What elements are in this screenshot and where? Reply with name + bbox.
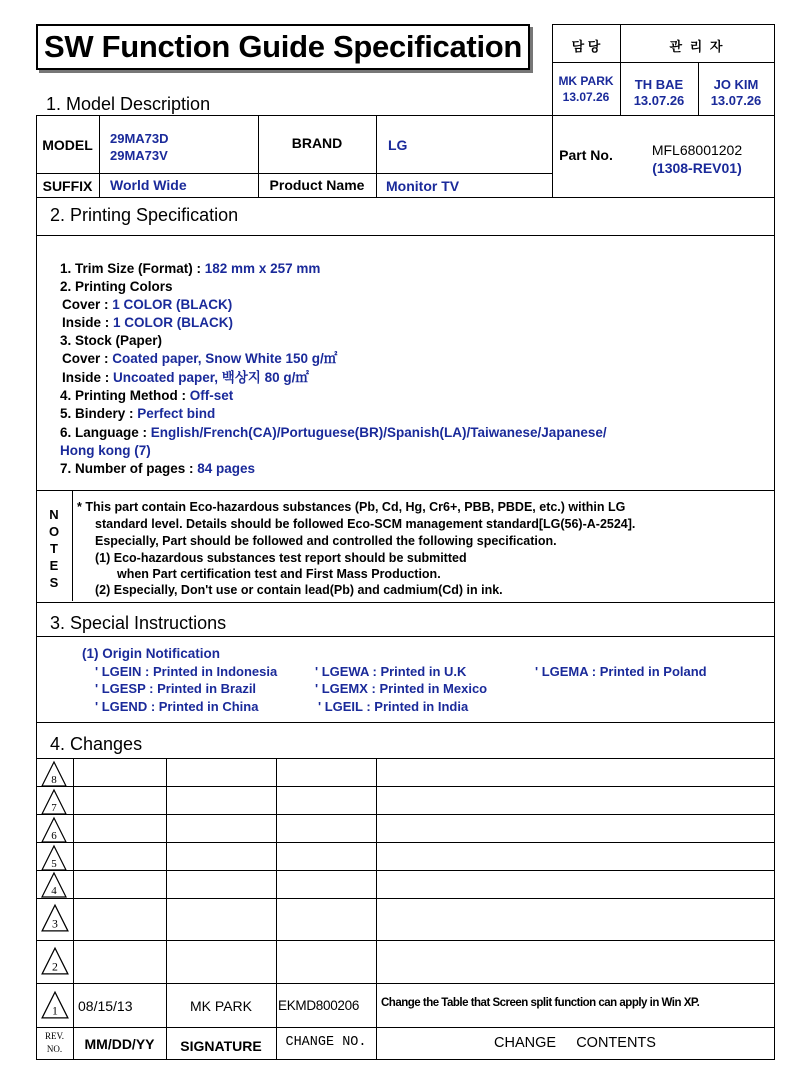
svg-text:3: 3 (52, 917, 58, 931)
note-line: Especially, Part should be followed and controlled the following specification. (95, 534, 557, 548)
spec-label: Cover : (62, 297, 113, 312)
model-value: 29MA73D (110, 131, 169, 146)
footer-signature-label: SIGNATURE (180, 1038, 262, 1054)
spec-label: Inside : (62, 370, 114, 385)
revision-marker (40, 946, 70, 976)
revision-marker (40, 871, 68, 899)
spec-label: 2. Printing Colors (60, 279, 173, 294)
spec-value: Hong kong (7) (60, 443, 151, 458)
notes-letter: N (49, 507, 59, 522)
change-date: 08/15/13 (78, 998, 133, 1014)
origin-item: ' LGESP : Printed in Brazil (95, 681, 257, 696)
footer-rev-label: REV. (44, 1031, 65, 1041)
svg-text:6: 6 (51, 830, 57, 842)
spec-value: 1 COLOR (BLACK) (112, 297, 233, 312)
revision-triangle-icon (40, 844, 68, 872)
spec-label: 7. Number of pages : (60, 461, 198, 476)
revision-marker (40, 816, 68, 844)
spec-label: 5. Bindery : (60, 406, 138, 421)
footer-change-no-label: CHANGE NO. (285, 1035, 367, 1050)
document-title: SW Function Guide Specification (36, 24, 530, 70)
svg-text:4: 4 (51, 885, 57, 897)
product-name-label: Product Name (269, 177, 365, 193)
spec-label: 4. Printing Method : (60, 388, 190, 403)
approval-header-charge: 담 당 (571, 39, 601, 54)
change-number: EKMD800206 (278, 998, 360, 1013)
revision-triangle-icon (40, 816, 68, 844)
revision-triangle-icon (40, 903, 70, 933)
section3-heading: 3. Special Instructions (50, 613, 227, 633)
spec-label: 1. Trim Size (Format) : (60, 261, 205, 276)
spec-value: 182 mm x 257 mm (204, 261, 321, 276)
origin-item: ' LGEND : Printed in China (95, 699, 259, 714)
signer-name: JO KIM (713, 77, 759, 92)
footer-contents-label: CHANGE CONTENTS (494, 1035, 656, 1051)
notes-letter: E (49, 558, 59, 573)
revision-marker (40, 990, 70, 1020)
spec-value: Uncoated paper, 백상지 80 g/㎡ (113, 370, 309, 385)
note-line: * This part contain Eco-hazardous substances (Pb, Cd, Hg, Cr6+, PBB, PBDE, etc.) within LG (77, 500, 626, 514)
section2-heading: 2. Printing Specification (50, 205, 239, 225)
svg-text:2: 2 (52, 960, 58, 974)
revision-triangle-icon (40, 760, 68, 788)
revision-marker (40, 903, 70, 933)
spec-value: Perfect bind (137, 406, 216, 421)
note-line: standard level. Details should be followed Eco-SCM management standard[LG(56)-A-2524]. (95, 517, 636, 531)
signer-date: 13.07.26 (710, 93, 762, 108)
part-no-label: Part No. (559, 147, 613, 163)
signer-name: TH BAE (634, 77, 684, 92)
spec-value: Coated paper, Snow White 150 g/㎡ (112, 351, 338, 366)
svg-text:1: 1 (52, 1004, 58, 1018)
suffix-value: World Wide (110, 177, 187, 193)
spec-value: Off-set (189, 388, 234, 403)
origin-item: ' LGEIL : Printed in India (318, 699, 469, 714)
spec-label: Inside : (62, 315, 114, 330)
approval-header-manager: 관 리 자 (669, 39, 725, 54)
change-signature: MK PARK (190, 998, 252, 1014)
origin-item: ' LGEMX : Printed in Mexico (315, 681, 488, 696)
part-no-revision: (1308-REV01) (652, 160, 742, 176)
part-no-value: MFL68001202 (651, 142, 743, 158)
origin-item: ' LGEMA : Printed in Poland (535, 664, 707, 679)
signer-date: 13.07.26 (633, 93, 685, 108)
note-line: (1) Eco-hazardous substances test report should be submitted (95, 551, 467, 565)
section4-heading: 4. Changes (50, 734, 143, 754)
revision-triangle-icon (40, 788, 68, 816)
brand-value: LG (388, 137, 408, 153)
spec-label: 6. Language : (60, 425, 151, 440)
brand-label: BRAND (291, 135, 343, 151)
suffix-label: SUFFIX (42, 178, 93, 194)
notes-letter: T (50, 541, 58, 556)
spec-value: English/French(CA)/Portuguese(BR)/Spanish(LA)/Taiwanese/Japanese/ (150, 425, 607, 440)
footer-no-label: NO. (46, 1044, 63, 1054)
svg-text:7: 7 (51, 802, 57, 814)
spec-label: Cover : (62, 351, 113, 366)
svg-text:5: 5 (51, 858, 57, 870)
spec-label: 3. Stock (Paper) (60, 333, 163, 348)
revision-triangle-icon (40, 946, 70, 976)
model-label: MODEL (42, 137, 93, 153)
notes-letter: S (49, 575, 59, 590)
svg-text:8: 8 (51, 774, 57, 786)
notes-letter: O (48, 524, 60, 539)
revision-marker (40, 844, 68, 872)
signer-date: 13.07.26 (562, 90, 610, 104)
revision-marker (40, 760, 68, 788)
note-line: when Part certification test and First Mass Production. (117, 567, 441, 581)
section1-heading: 1. Model Description (46, 94, 211, 114)
revision-triangle-icon (40, 871, 68, 899)
revision-marker (40, 788, 68, 816)
origin-item: ' LGEWA : Printed in U.K (315, 664, 467, 679)
change-contents: Change the Table that Screen split function can apply in Win XP. (381, 997, 700, 1009)
spec-value: 84 pages (197, 461, 256, 476)
origin-item: ' LGEIN : Printed in Indonesia (95, 664, 278, 679)
signer-name: MK PARK (558, 74, 614, 88)
model-value: 29MA73V (110, 148, 168, 163)
note-line: (2) Especially, Don't use or contain lead(Pb) and cadmium(Cd) in ink. (95, 583, 503, 597)
origin-title: (1) Origin Notification (82, 646, 220, 661)
product-name-value: Monitor TV (386, 178, 460, 194)
footer-date-label: MM/DD/YY (84, 1036, 155, 1052)
spec-value: 1 COLOR (BLACK) (113, 315, 234, 330)
revision-triangle-icon (40, 990, 70, 1020)
